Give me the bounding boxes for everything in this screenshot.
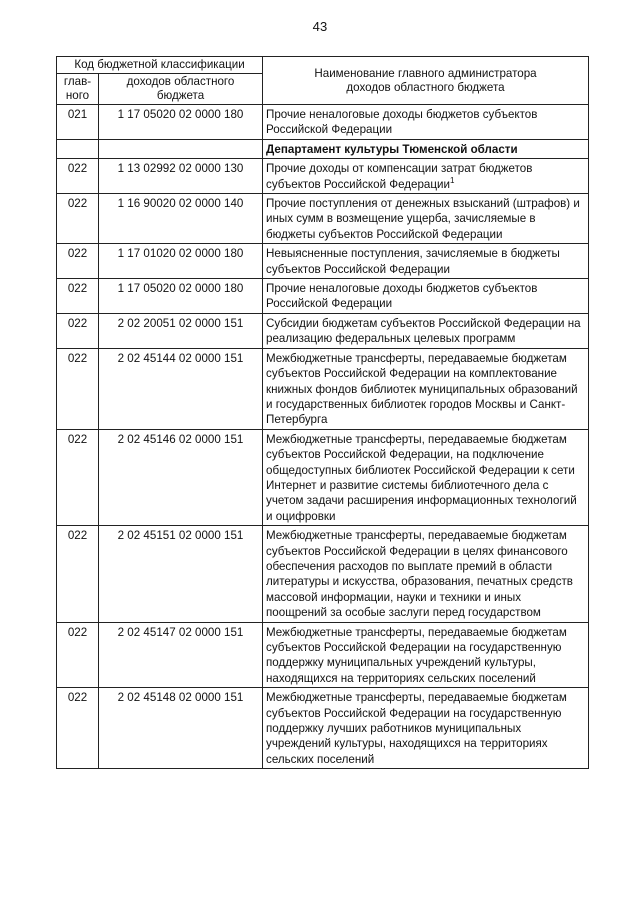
page-number: 43 <box>312 19 328 34</box>
row-admin-code: 022 <box>57 244 99 279</box>
row-name-text: Прочие неналоговые доходы бюджетов субъектов Российской Федерации <box>266 108 538 137</box>
row-income-code: 1 17 05020 02 0000 180 <box>99 279 263 314</box>
table-row <box>57 313 589 348</box>
row-income-code: 1 17 01020 02 0000 180 <box>99 244 263 279</box>
row-name-text: Межбюджетные трансферты, передаваемые бюджетам субъектов Российской Федерации в целях финансового обеспечения расходов по выплате премий в области литературы и искусства, образования, печатных средств массовой информации, науки и техники и иных поощрений за особые заслуги перед государством <box>266 529 573 620</box>
table-row <box>57 348 589 429</box>
table-row <box>57 105 589 140</box>
header-main-admin: глав- ного <box>57 74 99 105</box>
row-admin-code: 022 <box>57 526 99 622</box>
department-name: Департамент культуры Тюменской области <box>263 139 589 158</box>
header-administrator-name: Наименование главного администратора доходов областного бюджета <box>263 57 589 105</box>
row-admin-code: 022 <box>57 159 99 194</box>
row-income-code: 2 02 45147 02 0000 151 <box>99 622 263 688</box>
header-income-code: доходов областного бюджета <box>99 74 263 105</box>
row-admin-code: 022 <box>57 429 99 525</box>
row-name <box>263 313 589 348</box>
row-admin-code: 022 <box>57 313 99 348</box>
row-name <box>263 526 589 622</box>
table-header <box>57 57 589 105</box>
row-name-text: Межбюджетные трансферты, передаваемые бюджетам субъектов Российской Федерации на комплектование книжных фондов библиотек муниципальных образований и государственных библиотек городов Москвы и Санкт-Петербурга <box>266 351 578 427</box>
row-name <box>263 159 589 194</box>
row-name <box>263 622 589 688</box>
table-row <box>57 159 589 194</box>
row-income-code: 1 13 02992 02 0000 130 <box>99 159 263 194</box>
table-body <box>57 105 589 769</box>
table-row <box>57 688 589 769</box>
row-name <box>263 348 589 429</box>
row-admin-code: 022 <box>57 194 99 244</box>
row-name-text: Невыясненные поступления, зачисляемые в бюджеты субъектов Российской Федерации <box>266 247 560 276</box>
row-admin-code: 022 <box>57 348 99 429</box>
row-admin-code: 022 <box>57 279 99 314</box>
table-row <box>57 194 589 244</box>
row-name <box>263 244 589 279</box>
department-row <box>57 139 589 158</box>
row-income-code: 2 02 45146 02 0000 151 <box>99 429 263 525</box>
row-name-text: Межбюджетные трансферты, передаваемые бюджетам субъектов Российской Федерации на государственную поддержку лучших работников муниципальных учреждений культуры, находящихся на территориях сельских поселений <box>266 691 567 766</box>
table-row <box>57 429 589 525</box>
row-admin-code: 022 <box>57 688 99 769</box>
row-income-code: 2 02 20051 02 0000 151 <box>99 313 263 348</box>
row-name-text: Прочие поступления от денежных взысканий (штрафов) и иных сумм в возмещение ущерба, зачисляемые в бюджеты субъектов Российской Федерации <box>266 197 580 241</box>
header-budget-classification-code: Код бюджетной классификации <box>57 57 263 74</box>
row-name <box>263 194 589 244</box>
row-name <box>263 105 589 140</box>
row-income-code: 2 02 45148 02 0000 151 <box>99 688 263 769</box>
row-income-code: 2 02 45151 02 0000 151 <box>99 526 263 622</box>
row-name <box>263 688 589 769</box>
department-empty-cell <box>99 139 263 158</box>
table-row <box>57 244 589 279</box>
row-name-text: Межбюджетные трансферты, передаваемые бюджетам субъектов Российской Федерации на государственную поддержку муниципальных учреждений культуры, находящихся на территориях сельских поселений <box>266 625 567 685</box>
row-name <box>263 279 589 314</box>
row-income-code: 1 16 90020 02 0000 140 <box>99 194 263 244</box>
budget-classification-table <box>56 56 589 769</box>
row-income-code: 2 02 45144 02 0000 151 <box>99 348 263 429</box>
row-admin-code: 022 <box>57 622 99 688</box>
table-row <box>57 526 589 622</box>
row-name-text: Прочие доходы от компенсации затрат бюджетов субъектов Российской Федерации <box>266 162 533 191</box>
table-row <box>57 622 589 688</box>
row-name-text: Прочие неналоговые доходы бюджетов субъектов Российской Федерации <box>266 282 538 311</box>
row-name-text: Межбюджетные трансферты, передаваемые бюджетам субъектов Российской Федерации, на подключение общедоступных библиотек Российской Федерации к сети Интернет и развитие системы библиотечного дела с учетом задачи расширения информационных технологий и оцифровки <box>266 432 577 523</box>
row-admin-code: 021 <box>57 105 99 140</box>
row-income-code: 1 17 05020 02 0000 180 <box>99 105 263 140</box>
table-row <box>57 279 589 314</box>
row-name <box>263 429 589 525</box>
department-empty-cell <box>57 139 99 158</box>
header-row-group <box>57 57 589 74</box>
footnote-marker: 1 <box>449 175 455 185</box>
row-name-text: Субсидии бюджетам субъектов Российской Федерации на реализацию федеральных целевых программ <box>266 316 581 346</box>
